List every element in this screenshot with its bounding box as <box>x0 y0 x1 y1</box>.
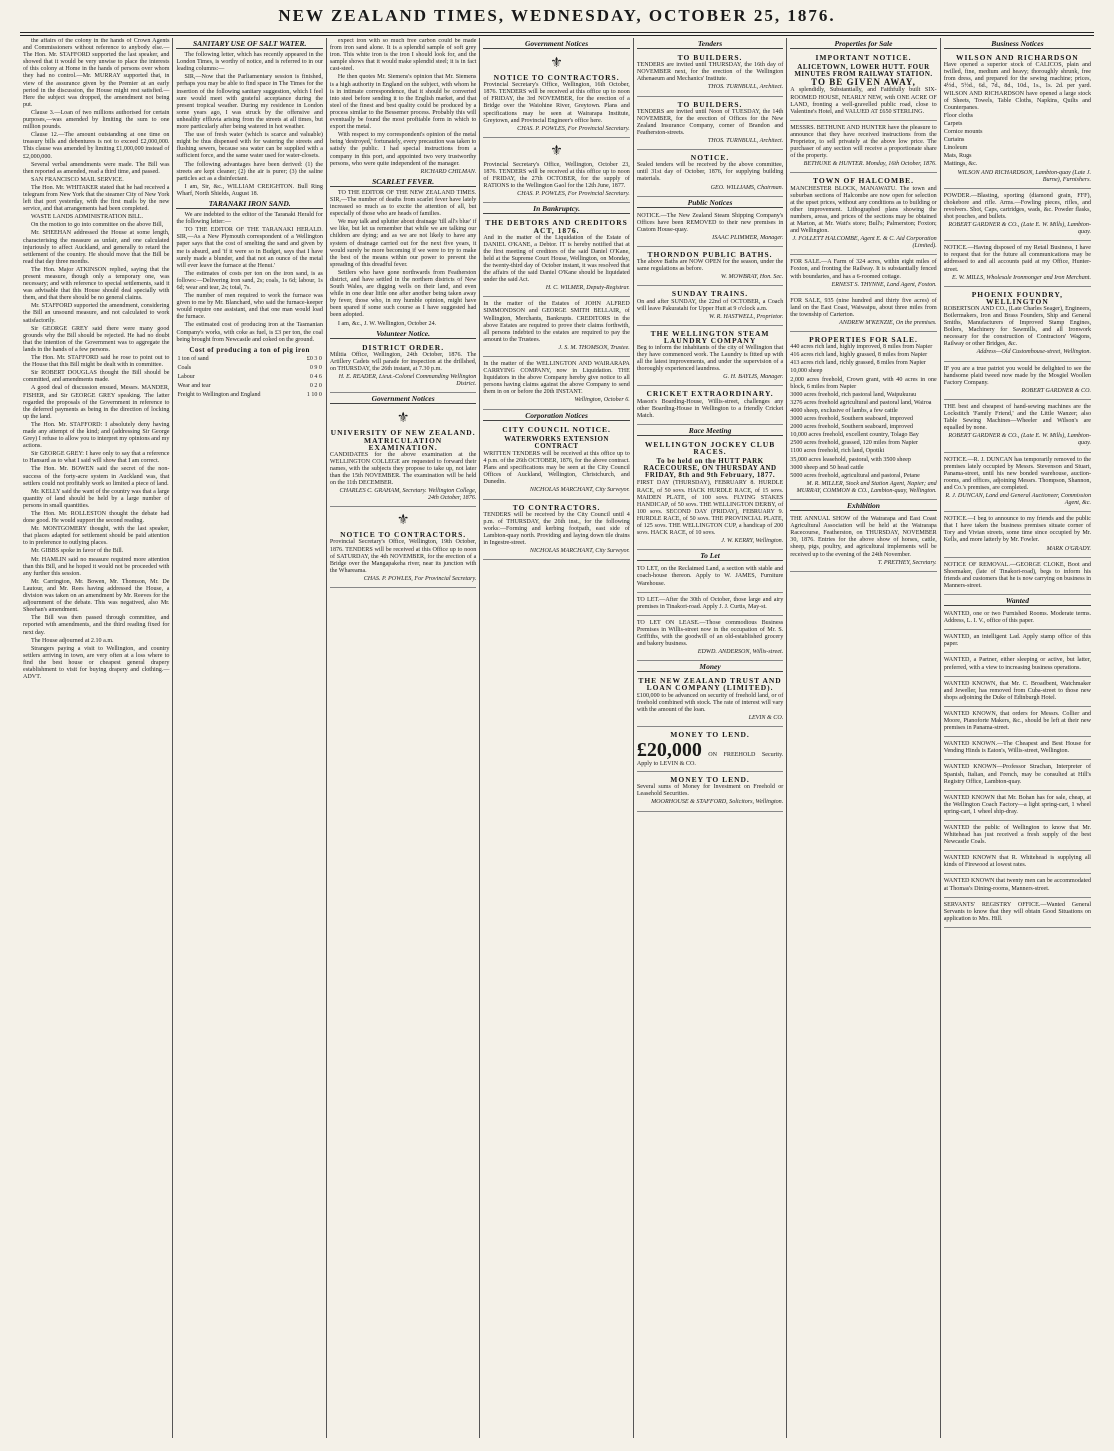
ad-headline: TO BE GIVEN AWAY, <box>811 77 916 88</box>
ad-sign: ANDREW M'KENZIE, On the premises. <box>839 320 937 326</box>
article-paragraph: The House adjourned at 2.10 a.m. <box>31 637 114 644</box>
heading-sanitary: SANITARY USE OF SALT WATER. <box>176 40 322 49</box>
ad-sign: ROBERT GARDNER & CO., (Late E. W. Mills), Lambton-quay. <box>948 222 1092 236</box>
column-7-business <box>941 38 1094 1438</box>
ad-text: MANCHESTER BLOCK, MANAWATU. The town and suburban sections of Halcombe are now open for selection at the upset prices, without any conditions as to building or other improvement. Lithographed plans showing the numbers, areas, and prices of the sections may be obtained at Marton, at Mr. Watt's store; Bull's; Palmerston; Foxton; and Wellington. <box>790 185 937 235</box>
article-paragraph: Mr. GIBBS spoke in favor of the Bill. <box>31 548 124 555</box>
cost-item: Freight to Wellington and England <box>177 392 261 399</box>
ad-bethune-hunter <box>790 123 936 174</box>
article-paragraph: The Hon. Mr. STAFFORD said he rose to point out to the House that this Bill might be dealt with in committee. <box>23 355 170 369</box>
article-paragraph: the affairs of the colony in the hands of Crown Agents and Commissioners without reference to anybody else.—The Hon. Mr. STAFFORD supported the last speaker, and showed that it would be very unwise to place the interests of this colony at Home in the hands of persons over whom they had no control.—Mr. MURRAY supported that, in view of the assurance given by the Premier at an early period in the discussion, the House might rest satisfied.—Here the subject was dropped, the amendment not being put. <box>23 38 170 108</box>
ad-farm-foxton <box>790 257 936 293</box>
heading-business: Business Notices <box>944 40 1091 49</box>
ad-university <box>330 407 476 507</box>
ad-text: POWDER.—Blasting, sporting (diamond grain, FFF), chokebore and rifle. Arms.—Fowling pieces, rifles, and revolvers. Shot, Caps, cartridges, wads, &c. Powder flasks, shot pouches, and bullets. <box>943 192 1092 220</box>
ad-title: PHOENIX FOUNDRY, WELLINGTON <box>971 289 1064 306</box>
heading-government-notices: Government Notices <box>330 395 476 404</box>
ad-to-let-3 <box>637 618 783 661</box>
ad-contractors-mangapakeha <box>330 509 476 588</box>
ad-title: THORNDON PUBLIC BATHS. <box>647 250 773 260</box>
article-paragraph: The Hon. Major ATKINSON replied, saying that the present measure, though only a temporary one, was necessary; and with reference to special settlements, said it was advisable that this House should deal specially with them, and that there should be no general claims. <box>23 266 170 302</box>
ad-sign: ROBERT GARDNER & CO., (Late E. W. Mills), Lambton-quay. <box>948 433 1092 447</box>
article-paragraph: The following letter, which has recently appeared in the London Times, is worthy of notice, and is referred to in our leading columns:— <box>176 52 323 73</box>
ad-text: Provincial Secretary's Office, Wellington, October 23, 1876. TENDERS will be received at this office up to noon of FRIDAY, the 27th OCTOBER, for the supply of RATIONS to the Wellington Gaol for the 12th June, 1877. <box>483 161 630 190</box>
heading-taranaki: TARANAKI IRON SAND. <box>176 200 322 209</box>
heading-public-notices: Public Notices <box>637 199 783 208</box>
ad-title: TOWN OF HALCOMBE. <box>813 176 914 186</box>
ad-text: WANTED the public of Wellington to know that Mr. Whitehead has just received a fresh supply of the best Newcastle Coals. <box>943 824 1092 846</box>
ad-ogrady <box>944 514 1091 557</box>
article-paragraph: SAN FRANCISCO MAIL SERVICE. <box>31 176 124 183</box>
signature-chilman: RICHARD CHILMAN. <box>420 168 477 175</box>
ad-city-council <box>483 424 629 500</box>
crest-icon: ⚜ <box>550 56 563 72</box>
table-row <box>176 382 322 391</box>
heading-scarlet-fever: SCARLET FEVER. <box>330 178 476 187</box>
ad-text: WANTED KNOWN, that Mr. C. Broadbent, Watchmaker and Jeweller, has removed from Cuba-street to those new shops adjoining the Duke of Edinburgh Hotel. <box>943 680 1092 701</box>
ad-text: WANTED KNOWN.—The Cheapest and Best House for Vending Hinds is Eaton's, Willis-street, Wellington. <box>943 741 1092 755</box>
ad-sewing-machines <box>944 402 1091 453</box>
list-item: 3276 acres freehold agricultural and pastoral land, Wairoa <box>790 399 932 406</box>
ad-amount: £20,000 <box>636 739 702 762</box>
ad-text: THE ANNUAL SHOW of the Wairarapa and East Coast Agricultural Association will be held at the Wairarapa Racecourse, Featherston, on THURSDAY, NOVEMBER 30, 1876. Entries for the above show of horses, cattle, sheep, pigs, poultry, and agricultural implements will be received up to the evening of the 24th November. <box>790 516 937 558</box>
ad-text: A splendidly, Substantially, and Faithfully built SIX-ROOMED HOUSE, NEARLY NEW, with ONE ACRE OF LAND, fronting a well-gravelled public road, close to Valentine's Hotel, and VALUED AT £650 STERLING. <box>790 87 937 115</box>
list-item: 413 acres rich land, richly grassed, 8 miles from Napier <box>790 360 926 367</box>
crest-icon: ⚜ <box>550 143 563 159</box>
table-row <box>176 373 322 382</box>
ad-text: WANTED KNOWN that Mr. Bohan has for sale, cheap, at the Wellington Coach Factory—a light spring-cart, 1 wheel spring-cart, 1 wheel ship-dray. <box>943 794 1092 815</box>
ad-patriot-tweed <box>944 364 1091 400</box>
ad-text: IF you are a true patriot you would be delighted to see the handsome plaid tweed now made by the Mosgiel Woollen Factory Company. <box>943 365 1092 386</box>
ad-text: WANTED KNOWN that R. Whitehead is supplying all kinds of Firewood at lowest rates. <box>943 855 1092 869</box>
ad-title: DISTRICT ORDER. <box>362 342 445 352</box>
ad-title: UNIVERSITY OF NEW ZEALAND. MATRICULATION EXAMINATION. <box>330 428 476 452</box>
ad-text: Sealed tenders will be received by the above committee, until 31st day of October, 1876, for supplying building materials. <box>636 162 784 183</box>
ad-text: NOTICE.—The New Zealand Steam Shipping Company's Offices have been REMOVED to their new premises in Custom House-quay. <box>636 212 784 233</box>
ad-title: NOTICE. <box>690 153 730 163</box>
ad-sign: J. FOLLETT HALCOMBE, Agent E. & C. Aid Corporation (Limited). <box>792 236 937 250</box>
list-item: Floor cloths <box>943 112 974 119</box>
ad-text: FOR SALE, 935 (nine hundred and thirty five acres) of land on the East Coast, Waiwaipu, about three miles from the township of Carterton. <box>790 297 937 318</box>
list-item: 3000 sheep and 50 head cattle <box>790 464 864 471</box>
column-1-parliament <box>20 38 173 1438</box>
ad-notice-tenders <box>637 152 783 196</box>
ad-sign: H. C. WILMER, Deputy-Registrar. <box>545 285 630 292</box>
ad-text: ROBERTSON AND CO., (Late Charles Seager), Engineers, Boilermakers, Iron and Brass Founders, Ship and General Smiths, Manufacturers of Improved Stamp Engines, Boilers, Machinery for Sawmills, and all Ironwork necessary for the construction of Contractors' Wagons, Railway or other Bridges, &c. <box>943 305 1092 348</box>
article-paragraph: Settlers who have gone northwards from Featherston district, and have settled in the northern districts of New South Wales, are digging wells on their land, and even while in one dear little one after another being taken away by fever, those who, in my humble opinion, might have been spared if some such course as I have suggested had been adopted. <box>329 269 477 319</box>
ad-text: TO LET ON LEASE.—Those commodious Business Premises in Willis-street now in the occupation of Mr. S. Griffiths, with the goodwill of an old-established grocery and bakery business. <box>636 619 784 648</box>
article-paragraph: Mr. HAMLIN said no measure required more attention than this Bill, and he hoped it would not be proceeded with any further this session. <box>23 556 170 577</box>
article-paragraph: Sir GEORGE GREY: I have only to say that a reference to Hansard as to what I said will show that I am correct. <box>23 451 170 465</box>
ad-carrying-company <box>483 359 629 410</box>
article-paragraph: Mr. KELLY said the want of the country was that a large quantity of land should be held by a large number of persons in small quantities. <box>23 488 170 509</box>
article-paragraph: Mr. Carrington, Mr. Bowen, Mr. Thomson, Mr. De Lautour, and Mr. Rees having addressed the House, a division was taken on an amendment by Mr. Reeves for the adjournment of the debate. This was negatived, also Mr. Sheehan's amendment. <box>23 578 170 614</box>
article-paragraph: Mr. SHEEHAN addressed the House at some length, characterising the measure as unfair, and one calculated injuriously to affect Auckland, and generally to retard the settlement of the country. He should move that the Bill be read that day three months. <box>23 230 170 265</box>
ad-contractors-waiohine <box>483 52 629 138</box>
ad-rations <box>483 140 629 203</box>
column-6-properties <box>787 38 940 1438</box>
ad-title: THE DEBTORS AND CREDITORS ACT, 1876. <box>485 218 628 235</box>
ad-text: TENDERS will be received by the City Council until 4 p.m. of THURSDAY, the 26th inst., for the following works:—Forming and kerbing footpath, east side of Lambton-quay north. Providing and laying down tile drains in Ingestre-street. <box>483 511 630 546</box>
article-paragraph: On the motion to go into committee on the above Bill, <box>31 222 164 229</box>
list-item: 2,000 acres freehold, Crown grant, with 40 acres in one block, 6 miles from Napier <box>790 376 937 390</box>
ad-title: TO CONTRACTORS. <box>512 502 601 512</box>
list-item: 10,000 sheep <box>790 368 823 375</box>
ad-trust-loan <box>637 675 783 727</box>
masthead: NEW ZEALAND TIMES, WEDNESDAY, OCTOBER 25, 1876. <box>278 6 836 25</box>
cost-value: 0 4 6 <box>309 374 322 381</box>
newspaper-columns <box>20 38 1094 1438</box>
ad-sign: Address—Old Customhouse-street, Wellington. <box>976 349 1092 356</box>
ad-sign: CHAS. P. POWLES, For Provincial Secretary. <box>363 575 477 582</box>
ad-sign: E. W. MILLS, Wholesale Ironmonger and Iron Merchant. <box>951 274 1092 281</box>
ad-powder <box>944 191 1091 242</box>
heading-bankruptcy: In Bankruptcy. <box>483 205 629 214</box>
ad-text: TENDERS are invited until THURSDAY, the 16th day of NOVEMBER next, for the erection of the Wellington Athenaeum and Mechanics' Institute. <box>636 62 784 83</box>
heading-exhibition: Exhibition <box>790 502 936 511</box>
ad-title: WILSON AND RICHARDSON <box>956 53 1079 63</box>
ad-jockey-club <box>637 439 783 550</box>
ad-mills-notice <box>944 243 1091 286</box>
ad-sign: CHAS. P. POWLES, For Provincial Secretary. <box>517 191 630 198</box>
list-item: Carpets <box>943 120 963 127</box>
list-item: 2500 acres freehold, grassed, 120 miles from Napier <box>790 440 919 447</box>
ad-title: PROPERTIES FOR SALE. <box>809 335 918 345</box>
ad-sign: W. R. HASTWELL, Proprietor. <box>709 313 784 320</box>
article-paragraph: Mr. MONTGOMERY thought, with the last speaker, that places adapted for settlement should be paid attention to in preference to outlying places. <box>23 526 170 547</box>
ad-text: TENDERS are invited until Noon of TUESDAY, the 14th NOVEMBER, for the erection of Offices for the New Zealand Insurance Company, corner of Brandon and Featherston-streets. <box>636 108 784 136</box>
ad-text: And in the matter of the Liquidation of the Estate of DANIEL O'KANE, a Debtor. IT is hereby notified that at the first meeting of creditors of the said Daniel O'Kane, held at the Supreme Court House, Wellington, on Monday, the twenty-third day of October instant, it was resolved that the affairs of the said Daniel O'Kane should be liquidated under the said Act. <box>483 234 630 284</box>
ad-text: MESSRS. BETHUNE AND HUNTER have the pleasure to announce that they have received instructions from the Proprietor, to sell privately at the above low price. The purchaser of any section will receive a proportionate share of the property. <box>790 124 937 160</box>
heading-to-let: To Let <box>637 552 783 561</box>
article-paragraph: TO THE EDITOR OF THE NEW ZEALAND TIMES. SIR,—The number of deaths from scarlet fever have lately increased so much as to excite the attention of all, but especially of those who are heads of families. <box>329 189 477 218</box>
ad-cricket <box>637 388 783 424</box>
ad-text: Mason's Boarding-House, Willis-street, challenges any other Boarding-House in Wellington to a friendly Cricket Match. <box>636 398 784 419</box>
wanted-ad <box>944 739 1091 760</box>
ad-subtitle: WATERWORKS EXTENSION CONTRACT <box>504 434 609 450</box>
ad-title: MONEY TO LEND. <box>670 729 750 739</box>
article-paragraph: I am, &c., J. W. Wellington, October 24. <box>337 320 437 327</box>
wanted-ad <box>944 853 1091 874</box>
article-paragraph: Clause 3.—Loan of two millions authorised for certain purposes,—was amended by limiting the sum to one million pounds. <box>23 109 170 131</box>
ad-to-let-2 <box>637 595 783 616</box>
cost-table-title: Cost of producing a ton of pig iron <box>189 345 310 354</box>
list-item: 416 acres rich land, highly grassed, 8 miles from Napier <box>790 352 928 359</box>
cost-value: 1 10 0 <box>306 392 322 399</box>
ad-text: WANTED KNOWN that twenty men can be accommodated at Thomas's Dining-rooms, Manners-street. <box>943 878 1092 892</box>
article-paragraph: TO THE EDITOR OF THE TARANAKI HERALD. SIR,—As a New Plymouth correspondent of a Wellington paper says that the cost of smelting the sand and given by me is absurd, and 'if it were so in Budget, says that I have surely made a blunder, and that not an ounce of the metal will ever leave the furnace at the Henui.' <box>176 227 323 269</box>
ad-district-order <box>330 342 476 394</box>
table-row <box>176 364 322 373</box>
article-paragraph: WASTE LANDS ADMINISTRATION BILL. <box>31 214 144 221</box>
crest-icon: ⚜ <box>396 513 410 529</box>
ad-text: ON FREEHOLD Security. Apply to LEVIN & CO. <box>636 752 784 768</box>
heading-government-notices: Government Notices <box>483 40 629 49</box>
article-paragraph: The number of men required to work the furnace was given to me by Mr. Blanchard, who said the furnace-keeper would require one assistant, and that one man would load the furnace. <box>176 293 323 321</box>
ad-sign: ERNEST S. THYNNE, Land Agent, Foxton. <box>831 281 937 288</box>
wanted-ad <box>944 762 1091 790</box>
ad-to-contractors <box>483 502 629 561</box>
ad-title: SUNDAY TRAINS. <box>671 289 749 299</box>
ad-okane <box>483 217 629 297</box>
ad-sign: R. J. DUNCAN, Land and General Auctioneer, Commission Agent, &c. <box>945 492 1092 507</box>
ad-title: CRICKET EXTRAORDINARY. <box>646 389 774 399</box>
ad-text: WANTED, an intelligent Lad. Apply stamp office of this paper. <box>943 634 1092 648</box>
wanted-ad <box>944 793 1091 821</box>
heading-properties: Properties for Sale <box>790 40 936 49</box>
article-paragraph: Mr. STAFFORD supported the amendment, considering the Bill an unsound measure, and not calculated to work satisfactorily. <box>23 303 170 324</box>
ad-cloke <box>944 560 1091 595</box>
ad-title: THE WELLINGTON STEAM LAUNDRY COMPANY <box>650 328 770 345</box>
masthead-rule <box>20 32 1094 36</box>
ad-text: Several sums of Money for Investment on Freehold or Leasehold Securities. <box>636 784 784 798</box>
column-2-letters <box>173 38 326 1438</box>
article-paragraph: The estimates of costs per ton on the iron sand, is as follows:—Delivering iron sand, 2s; coals, 1s 6d; labour, 1s 6d; wear and tear, 2s; total, 7s. <box>176 270 323 291</box>
article-paragraph: The estimated cost of producing iron at the Tasmanian Company's works, with coke as fuel, is £3 per ton, the coal being brought from Newcastle and coked on the ground. <box>176 322 323 343</box>
list-item: 3000 acres freehold, rich pastoral land, Waipukurau <box>790 391 917 398</box>
list-item: 440 acres rich land, highly improved, 8 miles from Napier <box>790 344 933 351</box>
ad-sign: G. H. BAYLIS, Manager. <box>723 374 784 381</box>
article-paragraph: SIR,—Now that the Parliamentary session is finished, perhaps you may be able to find space in The Times for the insertion of the following sanitary suggestion, which I feel sure would meet with grateful acceptance during the present tropical weather. During my residence in London some years ago, I was struck by the offensive and unhealthy effluvia arising from the streets at all times, but more particularly after being watered in hot weather. <box>176 74 323 131</box>
ad-sign: NICHOLAS MARCHANT, City Surveyor. <box>529 548 630 555</box>
column-4-notices <box>480 38 633 1438</box>
wanted-ad <box>944 876 1091 897</box>
ad-simmondson <box>483 299 629 357</box>
iron-paragraph-1: expect iron with so much free carbon could be made from iron sand alone. It is a splendid sample of soft grey iron. This white iron is the iron I should look for, and the sample shows that it would make splendid steel; it is in fact cast-steel. <box>329 38 477 73</box>
ad-sign: CHAS. P. POWLES, For Provincial Secretary. <box>517 125 630 132</box>
article-paragraph: The Bill was then passed through committee, and reported with amendments, and the third reading fixed for next day. <box>23 615 170 636</box>
ad-text: Provincial Secretary's Office, Wellington, 19th October, 1876. TENDERS will be received at this Office up to noon of SATURDAY, the 4th NOVEMBER, for the erection of a Bridge over the Mangapakeha river, near its junction with the Whareama. <box>329 539 477 574</box>
column-3-correspondence <box>327 38 480 1438</box>
ad-text: THE best and cheapest of hand-sewing machines are the Lockstitch 'Family Friend,' and the Little Wanzer; also Table Sewing Machines—Wheeler and Wilson's are equalled by none. <box>943 403 1092 432</box>
cost-value: 0 9 0 <box>309 364 322 371</box>
wanted-ad <box>944 655 1091 676</box>
ad-text: Militia Office, Wellington, 24th October, 1876. The Artillery Cadets will parade for inspection at the drillshed, on THURSDAY, the 26th instant, at 7.30 p.m. <box>329 351 477 373</box>
article-paragraph: We may talk and splutter about drainage 'till all's blue' if we like, but let us remember that while we are talking our children are dying; and as we are not likely to have any system of drainage carried out for the next five years, it would surely be more becoming if we were to try to make the best of the means within our power to prevent the spreading of this dreadful fever. <box>329 219 477 268</box>
ad-phoenix-foundry <box>944 289 1091 362</box>
ad-properties-list <box>790 334 936 500</box>
ad-text: The above Baths are NOW OPEN for the season, under the same regulations as before. <box>636 259 784 273</box>
heading-volunteer: Volunteer Notice. <box>330 330 476 339</box>
ad-sign: T. PRETHEY, Secretary. <box>877 559 937 566</box>
ad-text: WANTED KNOWN—Professor Strachan, Interpreter of Spanish, Italian, and French, may be consulted at Hill's Registry Office, Lambton-quay. <box>943 764 1092 785</box>
ad-text: NOTICE OF REMOVAL.—GEORGE CLOKE, Boot and Shoemaker, (late of Tinakori-road), begs to inform his friends and customers that he is now carrying on business in Manners-street. <box>943 561 1092 589</box>
ad-sign: ROBERT GARDNER & CO. <box>1021 387 1092 394</box>
article-paragraph: I am, Sir, &c., WILLIAM CREIGHTON. Bull Ring Wharf, North Shields, August 18. <box>176 183 323 197</box>
ad-text: NOTICE.—R. J. DUNCAN has temporarily removed to the premises lately occupied by Messrs. Stevenson and Stuart, Panama-street, until his new bonded warehouse, auction-rooms, and offices, adjoining Messrs. Thompson, Shannon, and Co.'s premises, are completed. <box>943 456 1092 491</box>
ad-sign: THOS. TURNBULL, Architect. <box>707 138 784 145</box>
list-item: Mats, Rugs <box>943 153 972 160</box>
article-paragraph: The Hon. Mr. ROLLESTON thought the debate had done good. He would support the second reading. <box>23 511 170 525</box>
article-paragraph: Sir ROBERT DOUGLAS thought the Bill should be committed, and amendments made. <box>23 370 170 384</box>
cost-value: £0 3 0 <box>306 355 322 362</box>
heading-corporation: Corporation Notices <box>483 412 629 421</box>
wanted-ad <box>944 823 1091 851</box>
wanted-ad <box>944 679 1091 707</box>
ad-text: WANTED KNOWN, that orders for Messrs. Collier and Moore, Pianoforte Makers, &c., should be left at their new premises in Panama-street. <box>943 710 1092 732</box>
ad-title: IMPORTANT NOTICE. <box>815 53 912 63</box>
ad-text: Have opened a superior stock of CALICOS, plain and twilled, fine, medium and heavy; thoroughly shrunk, free from dress, and prepared for the sewing machine; prices, 4½d., 5½d., 6d., 7d., 8d., 10d., 1s., 1s. 2d. per yard. WILSON AND RICHARDSON have opened a large stock of Sheets, Towels, Table Cloths, Napkins, Quilts and Counterpanes. <box>943 62 1092 111</box>
ad-title: TO BUILDERS. <box>677 53 743 63</box>
cost-value: 0 2 0 <box>309 383 322 390</box>
list-item: Cornice mounts <box>943 129 983 136</box>
ad-baths <box>637 249 783 286</box>
article-paragraph: Strangers paying a visit to Wellington, and country settlers arriving in town, are very often at a loss where to find the best house or cheapest general drapery establishment to visit for buying drapery and clothing.—ADVT. <box>23 645 170 681</box>
ad-text: NOTICE.—I beg to announce to my friends and the public that I have taken the business premises situate corner of Tory and Vivian streets, some time since occupied by Mr. Kells, and more latterly by Mr. Fowler. <box>943 516 1092 544</box>
article-paragraph: A good deal of discussion ensued, Messrs. MANDER, FISHER, and Sir GEORGE GREY speaking. The latter regarded the proposals of the Government in reference to the deferred payments as being in the direction of locking up the land. <box>23 385 170 420</box>
ad-sign: W. MOWBRAY, Hon. Sec. <box>720 274 784 281</box>
ad-text: NOTICE.—Having disposed of my Retail Business, I have to request that for the future all communications may be addressed to and all accounts paid at my Office, Hunter-street. <box>943 245 1092 273</box>
list-item: 1100 acres freehold, rich land, Opotiki <box>790 448 885 455</box>
article-paragraph: Several verbal amendments were made. The Bill was then reported as amended, read a third time, and passed. <box>23 161 170 175</box>
article-paragraph: The Hon. Mr. BOWEN said the secret of the non-success of the forty-acre system in Auckland was, that settlers could not profitably work so limited a piece of land. <box>23 466 170 487</box>
table-row <box>176 355 322 364</box>
ad-duncan <box>944 455 1091 513</box>
ad-sign: LEVIN & CO. <box>748 714 784 721</box>
ad-sign: J. S. M. THOMSON, Trustee. <box>558 344 630 351</box>
ad-text: FIRST DAY (THURSDAY), FEBRUARY 8. HURDLE RACE, of 50 sovs. HACK HURDLE RACE, of 15 sovs. MAIDEN PLATE, of 100 sovs. FLYING STAKES HANDICAP, of 50 sovs. THE WELLINGTON DERBY, of 100 sovs. SECOND DAY (FRIDAY), FEBRUARY 9. HURDLE RACE, of 50 sovs. THE PROVINCIAL PLATE, of 125 sovs. THE WELLINGTON CUP, a handicap of 200 sovs. HACK RACE, of 10 sovs. <box>636 480 784 537</box>
ad-text: FOR SALE.—A Farm of 324 acres, within eight miles of Foxton, and fronting the Railway. It is substantially fenced with boundaries, and has a 6-roomed cottage. <box>790 259 937 280</box>
ad-title: NOTICE TO CONTRACTORS. <box>340 530 467 540</box>
ad-subtitle: To be held on the HUTT PARK RACECOURSE, ON THURSDAY AND FRIDAY, 8th and 9th February, 1877. <box>643 457 777 480</box>
heading-race-meeting: Race Meeting <box>637 427 783 436</box>
ad-sign: J. W. KERRY, Wellington. <box>721 538 784 545</box>
ad-title: NOTICE TO CONTRACTORS. <box>493 73 620 83</box>
cost-item: Wear and tear <box>177 383 211 390</box>
ad-sign: ISAAC PLIMMER, Manager. <box>712 234 784 241</box>
list-item: 10,000 acres freehold, excellent country, Tolago Bay <box>790 432 919 439</box>
ad-sign: THOS. TURNBULL, Architect. <box>707 84 784 91</box>
ad-text: SERVANTS' REGISTRY OFFICE.—Wanted General Servants to know that they will obtain Good Situations on application to Mrs. Hill. <box>943 901 1092 922</box>
cost-table <box>176 355 322 400</box>
ad-title: MONEY TO LEND. <box>670 775 750 785</box>
heading-tenders: Tenders <box>637 40 783 49</box>
ad-text: WANTED, a Partner, either sleeping or active, but latter, preferred, with a view to increasing business operations. <box>943 657 1092 671</box>
ad-title: CITY COUNCIL NOTICE. <box>502 424 611 434</box>
crest-icon: ⚜ <box>396 411 410 427</box>
list-item: 2000 acres freehold, Southern seaboard, improved <box>790 424 913 431</box>
ad-builders-insurance <box>637 99 783 151</box>
ad-title: TO BUILDERS. <box>677 99 743 109</box>
ad-sunday-trains <box>637 288 783 325</box>
list-item: 4000 sheep, exclusive of lambs, a few cattle <box>790 407 898 414</box>
cost-item: Coals <box>177 364 192 371</box>
ad-text: CANDIDATES for the above examination at the WELLINGTON COLLEGE are requested to forward their names, with the subjects they propose to take up, not later than the 15th NOVEMBER. The examination will be held on the 11th DECEMBER. <box>329 451 477 487</box>
ad-steam-shipping <box>637 211 783 247</box>
ad-sign: MARK O'GRADY. <box>1046 545 1092 552</box>
ad-to-let-1 <box>637 564 783 592</box>
ad-text: £100,000 to be advanced on security of freehold land, or of freehold combined with stock. The rate of interest will vary with the amount of the loan. <box>636 692 784 713</box>
table-row <box>176 391 322 400</box>
ad-title: THE NEW ZEALAND TRUST AND LOAN COMPANY (LIMITED). <box>638 676 782 693</box>
article-paragraph: The Hon. Mr. WHITAKER stated that he had received a telegram from New York that the steamer City of New York left that port yesterday, with the first mails by the new service, and that arrangements had been completed. <box>23 184 170 213</box>
ad-sign: NICHOLAS MARCHANT, City Surveyor. <box>529 487 630 494</box>
ad-text: WANTED, one or two Furnished Rooms. Moderate terms. Address, L. I. V., office of this paper. <box>943 611 1092 625</box>
ad-builders-athenaeum <box>637 52 783 96</box>
ad-sign: CHARLES C. GRAHAM, Secretary. Wellington College, 24th October, 1876. <box>339 488 477 502</box>
cost-item: 1 ton of sand <box>177 355 209 362</box>
iron-paragraph-3: With respect to my correspondent's opinion of the metal being 'destroyed,' fortunately, every precaution was taken to satisfy the public. I had special instructions from a company in this port, and appointed two very trustworthy persons, who were quite independent of the manager. <box>329 132 477 167</box>
ad-halcombe <box>790 175 936 255</box>
ad-alicetown <box>790 52 936 121</box>
ad-text: WRITTEN TENDERS will be received at this office up to 4 p.m. of the 26th OCTOBER, 1876, for the above contract. Plans and specifications may be seen at the City Council Offices of Auckland, Wellington, Christchurch, and Dunedin. <box>483 450 630 486</box>
ad-east-coast-land <box>790 296 936 332</box>
wanted-ad <box>944 900 1091 928</box>
ad-sign: H. E. READER, Lieut.-Colonel Commanding Wellington District. <box>338 374 477 388</box>
list-item: 3000 acres freehold, Southern seaboard, improved <box>790 416 913 423</box>
ad-money-to-lend-1 <box>637 729 783 772</box>
list-item: Mattings, &c. <box>943 161 978 168</box>
ad-sign: Wellington, October 6. <box>574 397 630 404</box>
article-paragraph: The following advantages have been derived: (1) the streets are kept cleaner; (2) the air is purer; (3) the saline particles act as a disinfectant. <box>176 161 323 182</box>
article-paragraph: We are indebted to the editor of the Taranaki Herald for the following letter:— <box>176 212 323 226</box>
ad-text: In the matter of the Estates of JOHN ALFRED SIMMONDSON and GEORGE SMITH BELLAIR, of Wellington, Merchants, Bankrupts. CREDITORS in the above Estates are required to prove their claims forthwith, all persons indebted to the estates are required to pay the amount to the Trustees. <box>483 301 630 343</box>
ad-money-to-lend-2 <box>637 774 783 811</box>
ad-text: In the matter of the WELLINGTON AND WAIRARAPA CARRYING COMPANY, now in Liquidation. THE liquidators in the above Company hereby give notice to all persons having claims against the above Company to send them in on or before the 20th INSTANT. <box>483 361 630 396</box>
wanted-ad <box>944 609 1091 630</box>
ad-text: On and after SUNDAY, the 22nd of OCTOBER, a Coach will leave Pakuratahi for Upper Hutt at 9 o'clock a.m. <box>636 298 784 312</box>
heading-money: Money <box>637 663 783 672</box>
article-paragraph: Sir GEORGE GREY said there were many good grounds why the Bill should be rejected. He had no doubt that the intention of the Government was to aggregate the lands in the hands of a few persons. <box>23 325 170 353</box>
list-item: Linoleum <box>943 145 968 152</box>
ad-text: TO LET.—After the 30th of October, those large and airy premises in Tinakori-road. Apply J. J. Curtis, May-st. <box>636 596 784 610</box>
article-paragraph: The Hon. Mr. STAFFORD: I absolutely deny having made any attempt of the kind; and (addressing Sir George Grey) I refuse to allow you to interpret my opinions and my actions. <box>23 421 170 450</box>
ad-wilson-richardson <box>944 52 1091 189</box>
ad-sign: MOORHOUSE & STAFFORD, Solicitors, Wellington. <box>651 799 784 806</box>
ad-subtitle: ALICETOWN, LOWER HUTT. FOUR MINUTES FROM RAILWAY STATION. <box>794 63 933 79</box>
column-5-tenders <box>634 38 787 1438</box>
wanted-ad <box>944 632 1091 653</box>
list-item: Curtains <box>943 137 965 144</box>
list-item: 35,000 acres leasehold, pastoral, with 3500 sheep <box>790 456 911 463</box>
ad-sign: EDWD. ANDERSON, Willis-street. <box>697 649 784 656</box>
ad-text: Beg to inform the inhabitants of the city of Wellington that they have commenced work. The Laundry is fitted up with all the latest improvements, and under the supervision of a thoroughly experienced laundress. <box>636 345 784 373</box>
ad-sign: M. R. MILLER, Stock and Station Agent, Napier; and MURRAY, COMMON & CO., Lambton-quay, Wellington. <box>796 480 937 494</box>
ad-sign: GEO. WILLIAMS, Chairman. <box>710 184 784 191</box>
ad-sign: BETHUNE & HUNTER. Monday, 16th October, 1876. <box>803 161 937 168</box>
article-paragraph: Clause 12.—The amount outstanding at one time on treasury bills and debentures is not to exceed £2,000,000. This clause was amended by limiting £1,000,000 instead of £2,000,000. <box>23 132 170 160</box>
ad-title: WELLINGTON JOCKEY CLUB RACES. <box>644 439 776 457</box>
cost-item: Labour <box>177 374 195 381</box>
ad-text: Provincial Secretary's Office, Wellington, 16th October, 1876. TENDERS will be received at this office up to noon of FRIDAY, the 3rd NOVEMBER, for the erection of a Bridge over the Waiohine River, Greytown. Plans and specifications may be seen at Wairarapa Institute, Greytown, and Provincial Engineer's office here. <box>483 82 630 124</box>
ad-annual-show <box>790 514 936 572</box>
wanted-ad <box>944 709 1091 737</box>
ad-sign: WILSON AND RICHARDSON, Lambton-quay (Late J. Burne), Furnishers. <box>957 169 1092 183</box>
heading-wanted: Wanted <box>944 597 1091 606</box>
iron-paragraph-2: He then quotes Mr. Siemens's opinion that Mr. Siemens is a high authority in England on the subject, with whom he is in intimate correspondence, that it should be converted into steel before sending it to the English market, and that steel of the finest and best quality could be produced by a process similar to the Bessemer process. Probably this will eventually be found the most profitable form in which to export the metal. <box>329 74 477 131</box>
article-paragraph: The use of fresh water (which is scarce and valuable) might be thus dispensed with for watering the streets and flushing sewers, because sea water can be supplied with a sufficient force, and the same water used for water-closets. <box>176 132 323 160</box>
list-item: 5000 acres freehold, agricultural and pastoral, Petane <box>790 472 920 479</box>
ad-steam-laundry <box>637 328 783 387</box>
ad-text: TO LET, on the Reclaimed Land, a section with stable and coach-house thereon. Apply to W. JAMES, Furniture Warehouse. <box>636 566 784 587</box>
